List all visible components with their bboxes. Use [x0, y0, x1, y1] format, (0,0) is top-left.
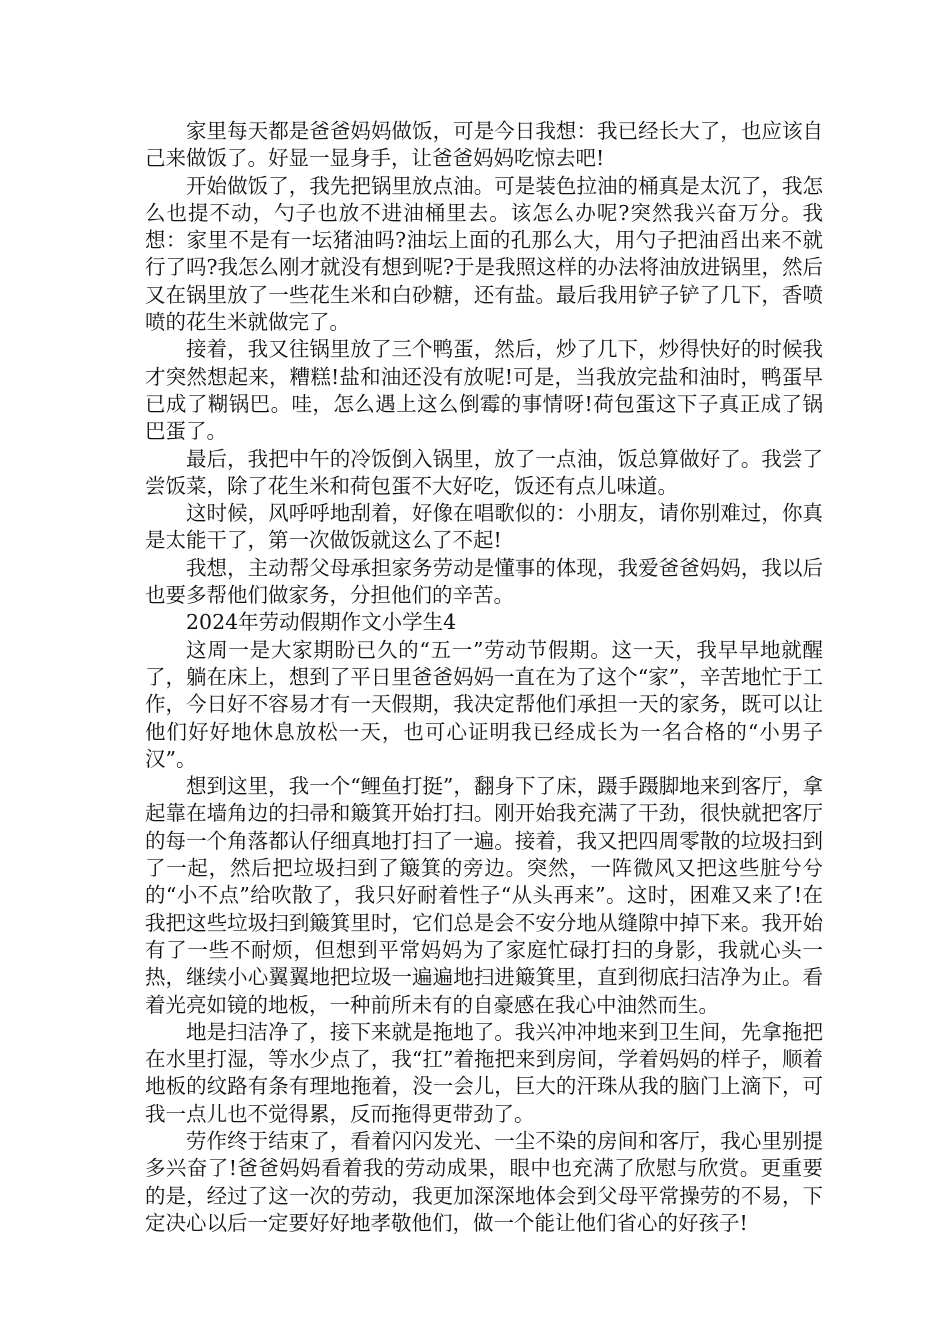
paragraph-cooking-oil: 开始做饭了，我先把锅里放点油。可是装色拉油的桶真是太沉了，我怎么也提不动，勺子也放不进油桶里去。该怎么办呢?突然我兴奋万分。我想：家里不是有一坛猪油吗?油坛上面的孔那么大，用勺子把油舀出来不就行了吗?我怎么刚才就没有想到呢?于是我照这样的办法将油放进锅里，然后又在锅里放了一些花生米和白砂糖，还有盐。最后我用铲子铲了几下，香喷喷的花生米就做完了。: [145, 173, 823, 335]
paragraph-cooking-conclusion: 我想，主动帮父母承担家务劳动是懂事的体现，我爱爸爸妈妈，我以后也要多帮他们做家务，分担他们的辛苦。: [145, 555, 823, 608]
document-page: [145, 118, 823, 1237]
paragraph-cooking-wind: 这时候，风呼呼地刮着，好像在唱歌似的：小朋友，请你别难过，你真是太能干了，第一次做饭就这么了不起!: [145, 501, 823, 553]
paragraph-holiday-intro: 这周一是大家期盼已久的“五一”劳动节假期。这一天，我早早地就醒了，躺在床上，想到了平日里爸爸妈妈一直在为了这个“家”，辛苦地忙于工作，今日好不容易才有一天假期，我决定帮他们承担一天的家务，既可以让他们好好地休息放松一天，也可心证明我已经成长为一名合格的“小男子汉”。: [145, 637, 823, 771]
paragraph-cooking-intro: 家里每天都是爸爸妈妈做饭，可是今日我想：我已经长大了，也应该自己来做饭了。好显一显身手，让爸爸妈妈吃惊去吧!: [145, 119, 823, 171]
paragraph-mopping: 地是扫洁净了，接下来就是拖地了。我兴冲冲地来到卫生间，先拿拖把在水里打湿，等水少点了，我“扛”着拖把来到房间，学着妈妈的样子，顺着地板的纹路有条有理地拖着，没一会儿，巨大的汗珠从我的脑门上滴下，可我一点儿也不觉得累，反而拖得更带劲了。: [145, 1019, 823, 1126]
paragraph-cooking-rice: 最后，我把中午的冷饭倒入锅里，放了一点油，饭总算做好了。我尝了尝饭菜，除了花生米和荷包蛋不大好吃，饭还有点儿味道。: [145, 446, 823, 498]
paragraph-sweeping: 想到这里，我一个“鲤鱼打挺”，翻身下了床，蹑手蹑脚地来到客厅，拿起靠在墙角边的扫帚和簸箕开始打扫。刚开始我充满了干劲，很快就把客厅的每一个角落都认仔细真地打扫了一遍。接着，我又把四周零散的垃圾扫到了一起，然后把垃圾扫到了簸箕的旁边。突然，一阵微风又把这些脏兮兮的“小不点”给吹散了，我只好耐着性子“从头再来”。这时，困难又来了!在我把这些垃圾扫到簸箕里时，它们总是会不安分地从缝隙中掉下来。我开始有了一些不耐烦，但想到平常妈妈为了家庭忙碌打扫的身影，我就心头一热，继续小心翼翼地把垃圾一遍遍地扫进簸箕里，直到彻底扫洁净为止。看着光亮如镜的地板，一种前所未有的自豪感在我心中油然而生。: [145, 774, 823, 1017]
paragraph-holiday-conclusion: 劳作终于结束了，看着闪闪发光、一尘不染的房间和客厅，我心里别提多兴奋了!爸爸妈妈看着我的劳动成果，眼中也充满了欣慰与欣赏。更重要的是，经过了这一次的劳动，我更加深深地体会到父母平常操劳的不易，下定决心以后一定要好好地孝敬他们，做一个能让他们省心的好孩子!: [145, 1128, 823, 1235]
paragraph-cooking-eggs: 接着，我又往锅里放了三个鸭蛋，然后，炒了几下，炒得快好的时候我才突然想起来，糟糕!盐和油还没有放呢!可是，当我放完盐和油时，鸭蛋早已成了糊锅巴。哇，怎么遇上这么倒霉的事情呀!荷包蛋这下子真正成了锅巴蛋了。: [145, 337, 823, 444]
section-title: 2024年劳动假期作文小学生4: [186, 610, 457, 635]
